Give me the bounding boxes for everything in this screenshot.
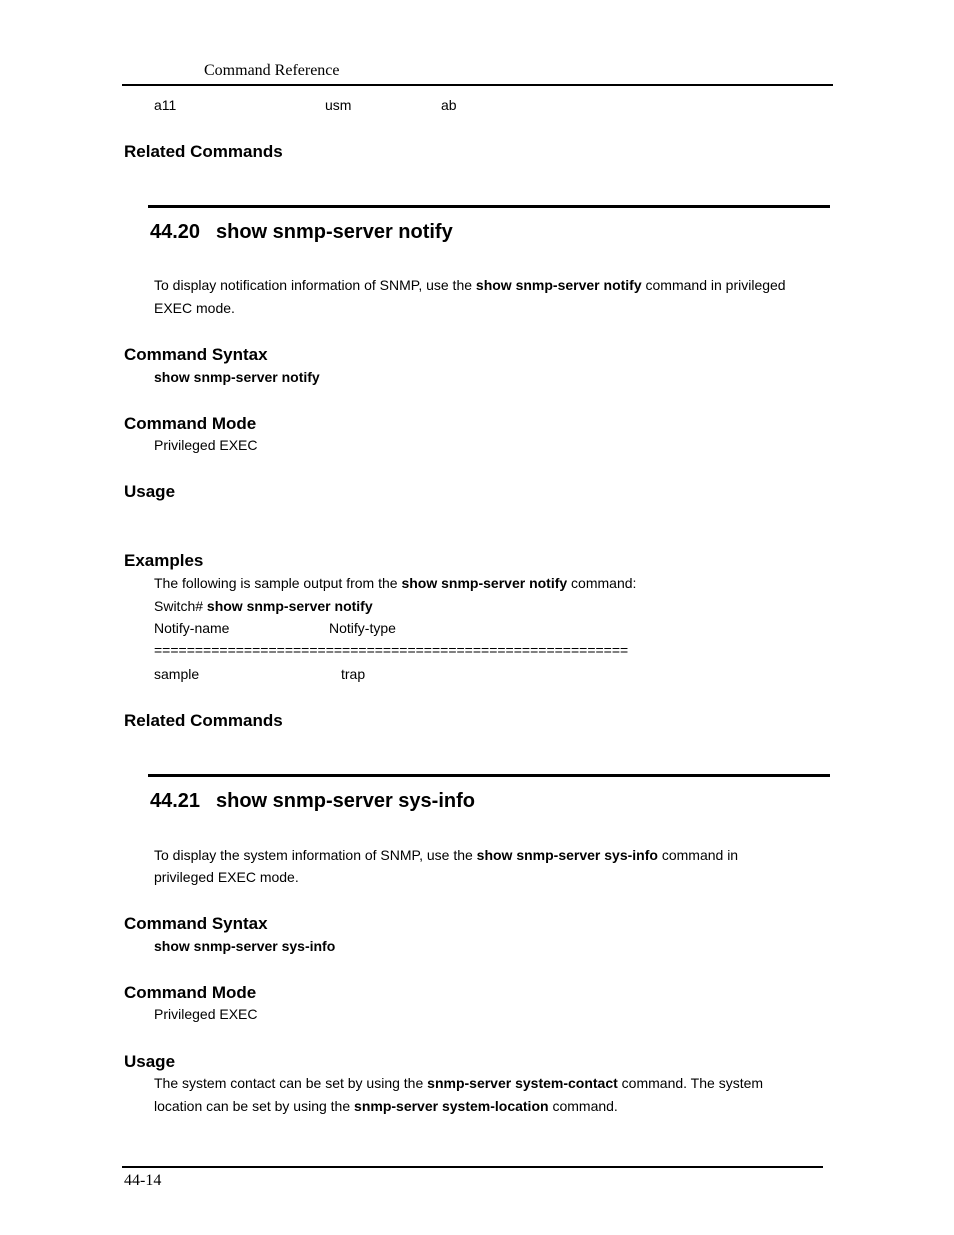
command-mode-heading: Command Mode — [124, 983, 257, 1002]
paragraph — [154, 277, 786, 293]
paragraph-line: privileged EXEC mode. — [154, 869, 299, 885]
text-run: location can be set by using the — [154, 1098, 355, 1114]
paragraph — [154, 1075, 763, 1091]
section-name: show snmp-server sys-info — [216, 790, 475, 812]
text-run: The following is sample output from the — [154, 575, 402, 591]
command-name: snmp-server system-location — [354, 1098, 549, 1114]
paragraph — [154, 1098, 618, 1114]
command-syntax: show snmp-server sys-info — [154, 938, 336, 954]
output-header: Notify-name — [154, 620, 230, 636]
command-name: show snmp-server notify — [401, 575, 568, 591]
cli-command: show snmp-server notify — [206, 598, 373, 614]
output-cell: sample — [154, 666, 200, 682]
command-mode: Privileged EXEC — [154, 437, 258, 453]
usage-heading: Usage — [124, 482, 176, 501]
usage-heading: Usage — [124, 1052, 176, 1071]
related-commands-heading: Related Commands — [124, 711, 283, 730]
section-title — [150, 790, 475, 813]
command-mode-heading: Command Mode — [124, 414, 257, 433]
command-name: show snmp-server notify — [475, 277, 642, 293]
text-run: command: — [567, 575, 637, 591]
output-separator: ========================================================== — [154, 642, 629, 658]
paragraph — [154, 847, 738, 863]
cli-prompt: Switch# — [154, 598, 204, 614]
table-cell: ab — [441, 97, 457, 113]
text-run: To display the system information of SNMP, use the — [154, 847, 477, 863]
command-syntax-heading: Command Syntax — [124, 914, 268, 933]
text-run: command in privileged — [641, 277, 786, 293]
section-number: 44.21 — [150, 790, 201, 812]
command-syntax: show snmp-server notify — [154, 369, 320, 385]
section-rule — [148, 774, 830, 777]
command-syntax-heading: Command Syntax — [124, 345, 268, 364]
table-cell: usm — [325, 97, 352, 113]
footer-rule — [122, 1166, 823, 1168]
output-cell: trap — [341, 666, 366, 682]
output-header: Notify-type — [329, 620, 396, 636]
section-number: 44.20 — [150, 221, 201, 243]
command-name: show snmp-server sys-info — [476, 847, 658, 863]
page-number: 44-14 — [124, 1172, 162, 1189]
section-name: show snmp-server notify — [216, 221, 453, 243]
paragraph-line: EXEC mode. — [154, 300, 235, 316]
text-run: command. — [548, 1098, 618, 1114]
header-rule — [122, 84, 833, 86]
command-mode: Privileged EXEC — [154, 1006, 258, 1022]
text-run: command in — [657, 847, 739, 863]
related-commands-heading: Related Commands — [124, 142, 283, 161]
paragraph — [154, 575, 636, 591]
text-run: command. The system — [617, 1075, 764, 1091]
examples-heading: Examples — [124, 551, 204, 570]
text-run: The system contact can be set by using the — [154, 1075, 428, 1091]
section-title — [150, 221, 453, 244]
section-rule — [148, 205, 830, 208]
table-cell: a11 — [154, 97, 177, 113]
cli-prompt-line — [154, 598, 373, 614]
running-header: Command Reference — [204, 62, 340, 79]
text-run: To display notification information of SNMP, use the — [154, 277, 476, 293]
command-name: snmp-server system-contact — [427, 1075, 618, 1091]
